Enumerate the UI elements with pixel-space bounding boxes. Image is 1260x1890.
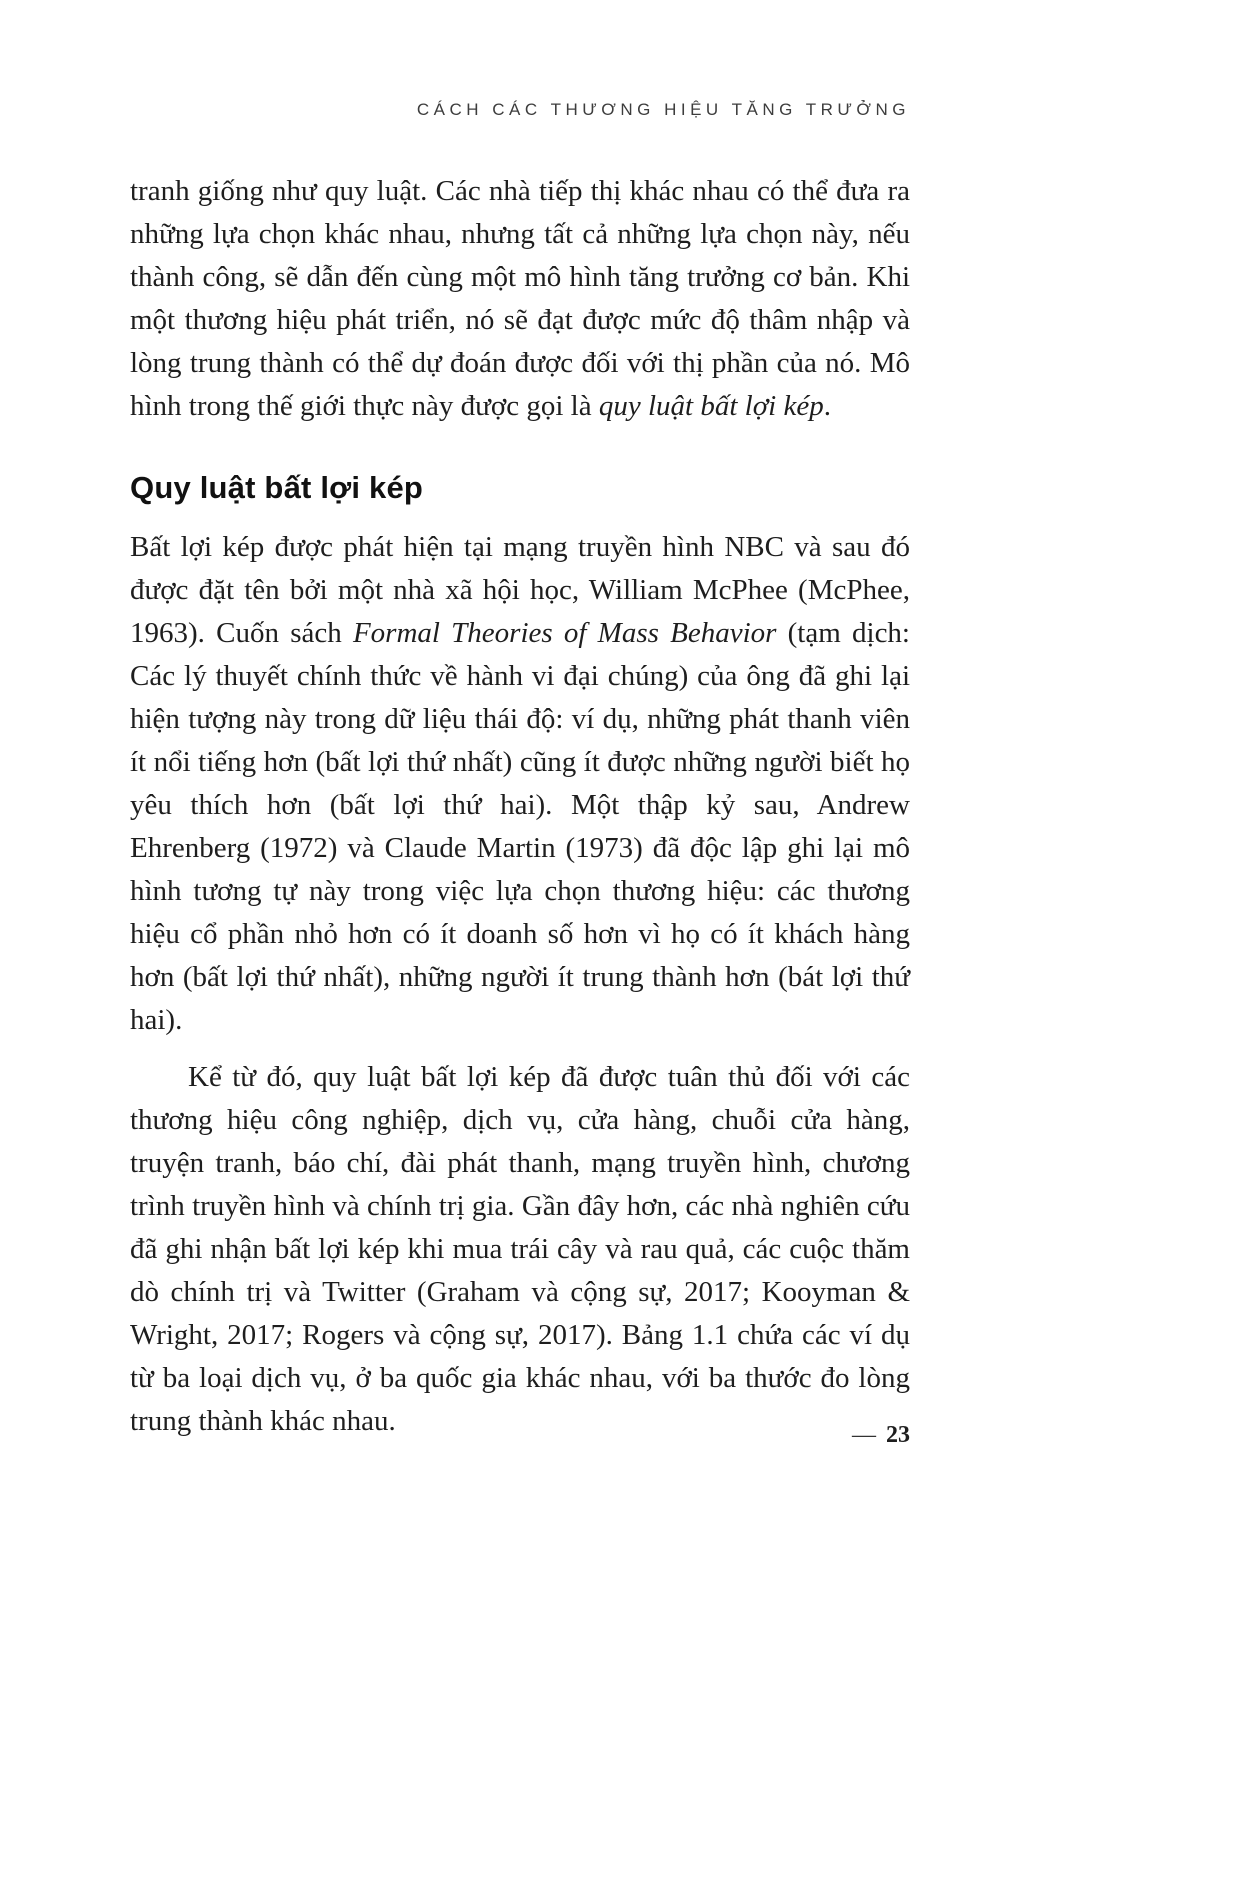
section-heading: Quy luật bất lợi kép — [130, 470, 424, 505]
paragraph-double-jeopardy — [130, 526, 910, 1042]
text-run: . — [823, 390, 831, 422]
italic-text-run: Formal Theories of Mass Behavior — [352, 617, 777, 649]
text-run: (tạm dịch: Các lý thuyết chính thức về hành vi đại chúng) của ông đã ghi lại hiện tượng này trong dữ liệu thái độ: ví dụ, những phát thanh viên ít nổi tiếng hơn (bất lợi thứ nhất) cũng ít được những người biết họ yêu thích hơn (bất lợi thứ hai). Một thập kỷ sau, Andrew Ehrenberg (1972) và Claude Martin (1973) đã độc lập ghi lại mô hình tương tự này trong việc lựa chọn thương hiệu: các thương hiệu cổ phần nhỏ hơn có ít doanh số hơn vì họ có ít khách hàng hơn (bất lợi thứ nhất), những người ít trung thành hơn (bát lợi thứ hai). — [130, 617, 910, 1036]
page-footer — [130, 1422, 910, 1449]
footer-dash: — — [852, 1422, 876, 1448]
text-run: Bất lợi kép được phát hiện tại mạng truyền hình NBC và sau đó được đặt tên bởi một nhà xã hội học, William McPhee (McPhee, 1963). Cuốn sách — [130, 531, 910, 649]
text-run: Kể từ đó, quy luật bất lợi kép đã được tuân thủ đối với các thương hiệu công nghiệp, dịch vụ, cửa hàng, chuỗi cửa hàng, truyện tranh, báo chí, đài phát thanh, mạng truyền hình, chương trình truyền hình và chính trị gia. Gần đây hơn, các nhà nghiên cứu đã ghi nhận bất lợi kép khi mua trái cây và rau quả, các cuộc thăm dò chính trị và Twitter (Graham và cộng sự, 2017; Kooyman & Wright, 2017; Rogers và cộng sự, 2017). Bảng 1.1 chứa các ví dụ từ ba loại dịch vụ, ở ba quốc gia khác nhau, với ba thước đo lòng trung thành khác nhau. — [130, 1061, 910, 1437]
text-run: tranh giống như quy luật. Các nhà tiếp thị khác nhau có thể đưa ra những lựa chọn khác nhau, nhưng tất cả những lựa chọn này, nếu thành công, sẽ dẫn đến cùng một mô hình tăng trưởng cơ bản. Khi một thương hiệu phát triển, nó sẽ đạt được mức độ thâm nhập và lòng trung thành có thể dự đoán được đối với thị phần của nó. Mô hình trong thế giới thực này được gọi là — [130, 175, 910, 422]
page-number: 23 — [886, 1422, 910, 1448]
content-column — [130, 100, 910, 1443]
paragraph-intro — [130, 170, 910, 428]
running-head: CÁCH CÁC THƯƠNG HIỆU TĂNG TRƯỞNG — [416, 100, 910, 119]
italic-text-run: quy luật bất lợi kép — [598, 390, 824, 422]
paragraph-since-then — [130, 1056, 910, 1443]
